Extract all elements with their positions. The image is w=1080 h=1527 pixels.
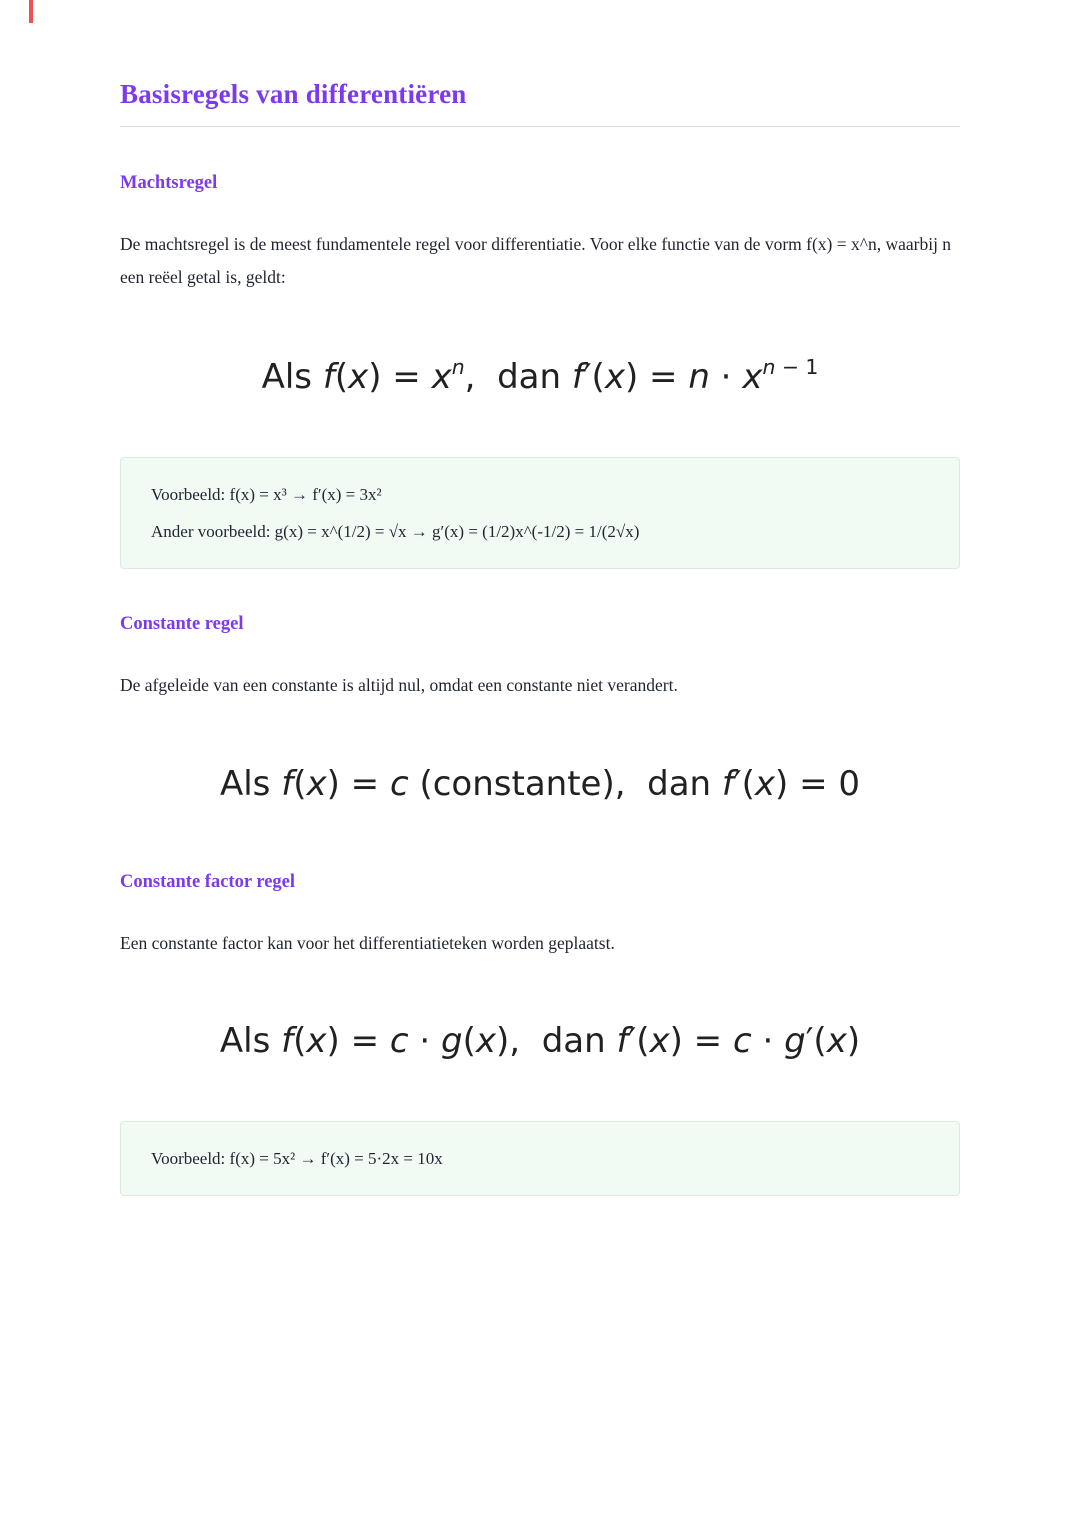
- example-line: Voorbeeld: f(x) = 5x² → f′(x) = 5·2x = 10x: [151, 1148, 443, 1168]
- machtsregel-paragraph: De machtsregel is de meest fundamentele regel voor differentiatie. Voor elke functie van de vorm f(x) = x^n, waarbij n een reëel getal is, geldt:: [120, 233, 952, 287]
- red-cursor-mark: [29, 0, 33, 23]
- formula-constant-factor-rule: Als f(x) = c · g(x), dan f′(x) = c · g′(x): [219, 1020, 861, 1061]
- section-heading-constante-regel: Constante regel: [120, 614, 244, 635]
- constante-regel-paragraph: De afgeleide van een constante is altijd nul, omdat een constante niet verandert.: [120, 675, 678, 696]
- example-line: Voorbeeld: f(x) = x³ → f′(x) = 3x²: [151, 485, 382, 505]
- section-heading-machtsregel: Machtsregel: [120, 173, 218, 194]
- section-machtsregel: [120, 172, 960, 569]
- formula-power-rule: Als $f(x) = x^n$, dan $f'(x) = n \cdot x^n$ $^{- 1}$: [261, 355, 819, 397]
- section-constante-factor-regel: [120, 871, 960, 1196]
- formula-constant-rule: Als f(x) = c (constante), dan f′(x) = 0: [219, 764, 861, 805]
- example-callout-constant-factor: [120, 1121, 960, 1196]
- page-title: Basisregels van differentiëren: [120, 79, 467, 109]
- title-divider: [120, 126, 960, 127]
- example-callout-power-rule: [120, 457, 960, 569]
- constante-factor-paragraph: Een constante factor kan voor het differentiatieteken worden geplaatst.: [120, 932, 615, 953]
- section-heading-constante-factor-regel: Constante factor regel: [120, 871, 296, 892]
- example-line: Ander voorbeeld: g(x) = x^(1/2) = √x → g′(x) = (1/2)x^(-1/2) = 1/(2√x): [151, 522, 640, 542]
- section-constante-regel: [120, 613, 960, 809]
